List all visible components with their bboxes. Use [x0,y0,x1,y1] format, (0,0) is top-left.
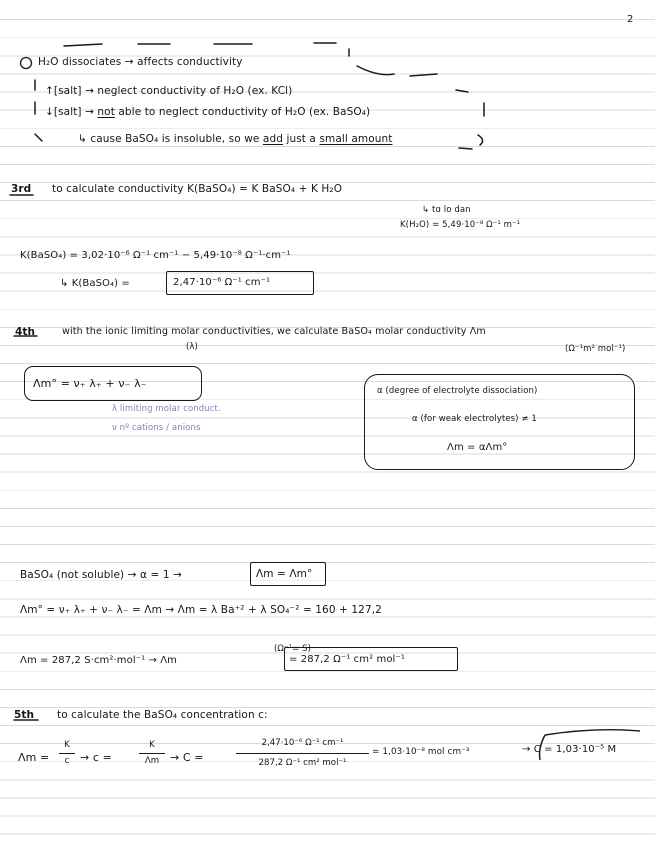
intro-line-4-mid: just a [286,133,316,145]
insoluble-line: BaSO₄ (not soluble) → α = 1 → [20,569,182,581]
step3-result-box [166,271,314,295]
insoluble-result: Λm = Λm° [256,568,313,580]
frac2-denominator: Λm [144,756,160,766]
step5-equals: = 1,03·10⁻⁸ mol cm⁻³ [372,747,470,757]
frac2-line [139,753,165,754]
step5-text: to calculate the BaSO₄ concentration c: [57,709,268,721]
page-number: 2 [627,14,634,25]
step5-arrow-1: → c = [80,751,112,764]
intro-line-1-rest: → affects conductivity [124,56,243,68]
frac3-line [236,753,369,754]
step4-label: 4th [15,326,36,338]
step3-note-1: ↳ tɑ lo dan [422,205,471,215]
frac1-line [59,753,75,754]
step4-legend-2: ν nº cations / anions [112,423,201,433]
intro-line-4-add: add [262,133,283,145]
frac1-denominator: c [64,756,70,766]
alpha-note-1: α (degree of electrolyte dissociation) [377,386,538,396]
insoluble-box [250,562,326,586]
frac1-numerator: K [64,740,70,750]
step4-formula-box [24,366,202,401]
intro-line-3-pre: ↓[salt] → [45,106,94,118]
frac3-numerator: 2,47·10⁻⁶ Ω⁻¹ cm⁻¹ [261,738,344,748]
step5-arrow-2: → C = [170,751,204,764]
step5-eq1: Λm = [18,751,50,764]
frac3-denominator: 287,2 Ω⁻¹ cm² mol⁻¹ [258,758,347,768]
intro-line-2: ↑[salt] → neglect conductivity of H₂O (ex. KCl) [45,85,293,97]
step3-label: 3rd [11,183,32,195]
step4-formula: Λm° = ν₊ λ₊ + ν₋ λ₋ [33,377,147,390]
step4-legend-1: λ limiting molar conduct. [112,404,221,414]
intro-line-3-not: not [97,106,115,118]
alpha-note-box [364,374,635,470]
intro-line-4 [78,134,392,145]
lambda-sum-line: Λm° = ν₊ λ₊ + ν₋ λ₋ = Λm → Λm = λ Ba⁺² + λ SO₄⁻² = 160 + 127,2 [20,604,382,616]
lambda-result: = 287,2 Ω⁻¹ cm² mol⁻¹ [289,654,405,665]
intro-line-4-small: small amount [319,133,393,145]
step3-result: 2,47·10⁻⁶ Ω⁻¹ cm⁻¹ [173,277,271,288]
step3-calc: K(BaSO₄) = 3,02·10⁻⁶ Ω⁻¹ cm⁻¹ − 5,49·10⁻⁸ Ω⁻¹·cm⁻¹ [20,250,291,261]
step5-label: 5th [14,709,35,721]
step5-final: → C = 1,03·10⁻⁵ M [522,744,617,755]
unit-note: (Ω⁻¹= S) [274,644,312,654]
intro-line-3-post: able to neglect conductivity of H₂O (ex. BaSO₄) [118,106,371,118]
step4-units: (Ω⁻¹m² mol⁻¹) [565,344,626,354]
step3-text: to calculate conductivity K(BaSO₄) = K BaSO₄ + K H₂O [52,183,343,195]
step4-mark: (λ) [186,342,198,352]
intro-line-4-pre: ↳ cause BaSO₄ is insoluble, so we [78,133,260,145]
intro-line-3 [45,107,370,118]
alpha-note-2: α (for weak electrolytes) ≠ 1 [412,414,537,424]
lambda-result-box [284,647,458,671]
alpha-note-3: Λm = αΛm° [447,442,508,453]
frac2-numerator: K [149,740,155,750]
step4-text: with the ionic limiting molar conductivities, we calculate BaSO₄ molar conductivity Λm [62,326,486,337]
intro-line-1-lead: H₂O dissociates [38,56,122,68]
intro-line-1 [18,57,243,68]
step3-note-2: K(H₂O) = 5,49·10⁻⁸ Ω⁻¹ m⁻¹ [400,220,521,230]
lambda-result-pre: Λm = 287,2 S·cm²·mol⁻¹ → Λm [20,655,178,666]
step3-result-pre: ↳ K(BaSO₄) = [60,278,130,289]
